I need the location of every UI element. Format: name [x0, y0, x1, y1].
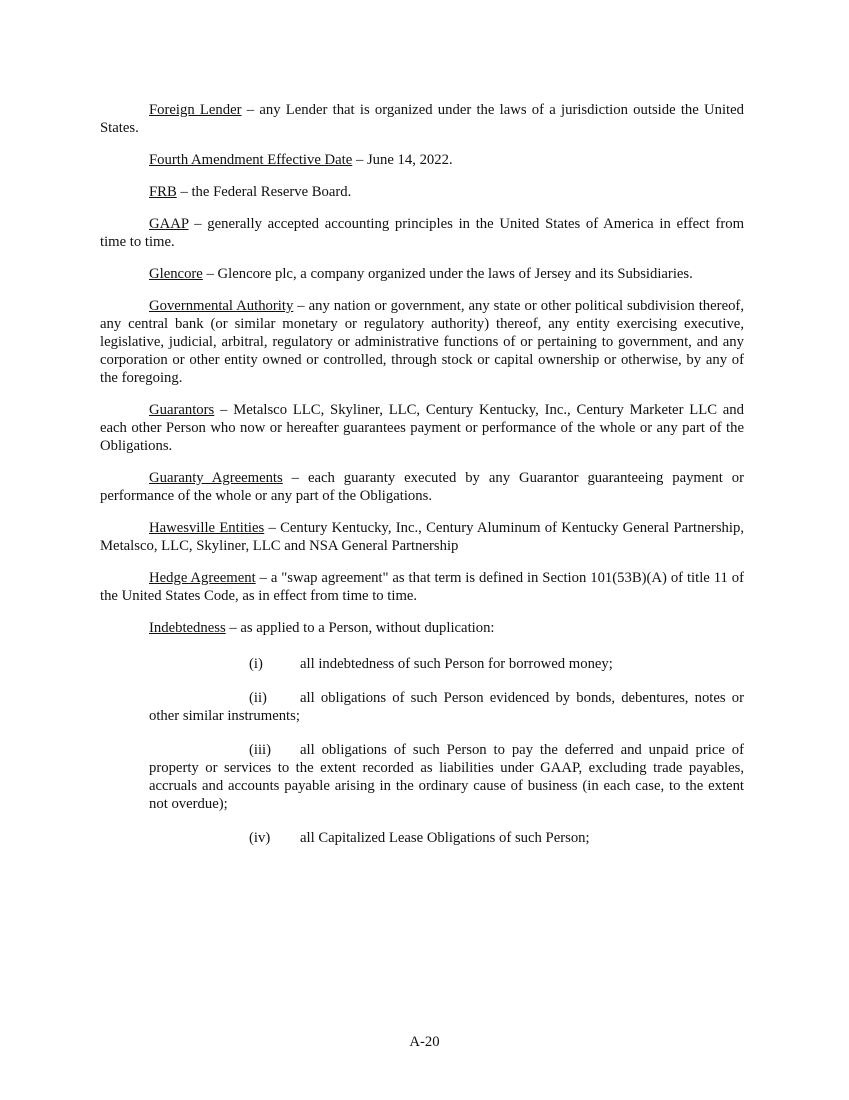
page-number: A-20 [409, 1034, 440, 1050]
defined-term: Hawesville Entities [149, 520, 265, 536]
defined-term: FRB [149, 184, 177, 200]
subclause-text: all indebtedness of such Person for borrowed money; [300, 656, 613, 672]
definition-hawesville-entities [100, 519, 744, 555]
subclause-number: (i) [249, 656, 263, 672]
definition-text: – Metalsco LLC, Skyliner, LLC, Century Kentucky, Inc., Century Marketer LLC and each other Person who now or hereafter guarantees payment or performance of the whole or any part of the Obligations. [100, 402, 744, 454]
definition-text: – any nation or government, any state or other political subdivision thereof, any central bank (or similar monetary or regulatory authority) thereof, any entity exercising executive, legislative, judicial, arbitral, regulatory or administrative functions of or pertaining to government, and any corporation or other entity owned or controlled, through stock or capital ownership or otherwise, by any of the foregoing. [100, 298, 744, 386]
subclause-iv [149, 829, 744, 847]
defined-term: Foreign Lender [149, 102, 242, 118]
defined-term: Fourth Amendment Effective Date [149, 152, 353, 168]
subclause-number: (iv) [249, 830, 271, 846]
defined-term: Guarantors [149, 402, 215, 418]
subclause-i [149, 655, 744, 673]
definition-text: – as applied to a Person, without duplication: [225, 620, 495, 636]
subclause-text: all Capitalized Lease Obligations of such Person; [300, 830, 590, 846]
definition-text: – any Lender that is organized under the laws of a jurisdiction outside the United States. [100, 102, 744, 136]
definition-text: – each guaranty executed by any Guarantor guaranteeing payment or performance of the whole or any part of the Obligations. [100, 470, 744, 504]
defined-term: Indebtedness [149, 620, 226, 636]
defined-term: Hedge Agreement [149, 570, 256, 586]
definition-text: – June 14, 2022. [352, 152, 453, 168]
definition-fourth-amendment-effective-date [100, 151, 744, 169]
definition-frb [100, 183, 744, 201]
definition-guaranty-agreements [100, 469, 744, 505]
subclause-text: all obligations of such Person evidenced by bonds, debentures, notes or other similar instruments; [149, 690, 744, 724]
definition-text: – generally accepted accounting principles in the United States of America in effect from time to time. [100, 216, 744, 250]
definition-foreign-lender [100, 101, 744, 137]
definition-text: – the Federal Reserve Board. [176, 184, 352, 200]
subclause-text: all obligations of such Person to pay the deferred and unpaid price of property or services to the extent recorded as liabilities under GAAP, excluding trade payables, accruals and accounts payable arising in the ordinary cause of business (in each case, to the extent not overdue); [149, 742, 744, 812]
document-body [100, 101, 744, 863]
subclause-iii [149, 741, 744, 813]
definition-text: – Century Kentucky, Inc., Century Aluminum of Kentucky General Partnership, Metalsco, LLC, Skyliner, LLC and NSA General Partnership [100, 520, 744, 554]
subclause-number: (ii) [249, 690, 267, 706]
definition-hedge-agreement [100, 569, 744, 605]
definition-gaap [100, 215, 744, 251]
definition-governmental-authority [100, 297, 744, 387]
definition-text: – a "swap agreement" as that term is defined in Section 101(53B)(A) of title 11 of the United States Code, as in effect from time to time. [100, 570, 744, 604]
definition-guarantors [100, 401, 744, 455]
subclause-ii [149, 689, 744, 725]
defined-term: Governmental Authority [149, 298, 294, 314]
definition-indebtedness [100, 619, 744, 637]
defined-term: GAAP [149, 216, 189, 232]
definition-glencore [100, 265, 744, 283]
definition-text: – Glencore plc, a company organized under the laws of Jersey and its Subsidiaries. [202, 266, 693, 282]
defined-term: Guaranty Agreements [149, 470, 283, 486]
defined-term: Glencore [149, 266, 203, 282]
subclause-number: (iii) [249, 742, 272, 758]
